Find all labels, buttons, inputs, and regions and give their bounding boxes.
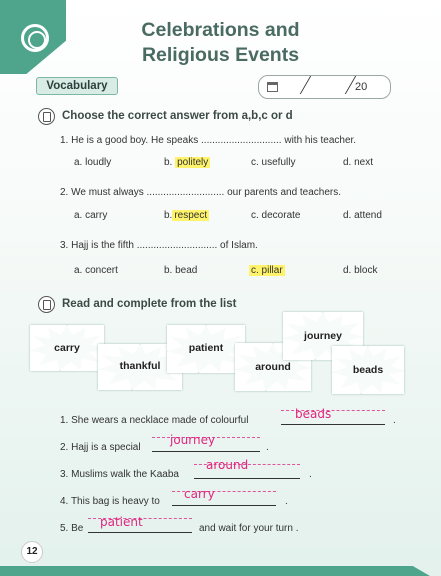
q1-option-d[interactable]: d. next (343, 157, 374, 168)
blank-4[interactable] (172, 505, 276, 506)
blank-1[interactable] (281, 424, 385, 425)
title-line-2: Religious Events (141, 44, 300, 66)
sentence-1-after: . (393, 415, 396, 426)
q2-correct-highlight: respect (174, 210, 208, 221)
sentence-3-after: . (309, 469, 312, 480)
sentence-5-after: and wait for your turn . (199, 523, 299, 534)
question-2: 2. We must always ............................ our parents and teachers. (60, 187, 342, 198)
question-3: 3. Hajj is the fifth ............................. of Islam. (60, 240, 258, 251)
page-title (0, 18, 441, 68)
q2-option-b-text: b. (164, 210, 173, 221)
q1-option-a[interactable]: a. loudly (74, 157, 112, 168)
blank-2[interactable] (152, 451, 260, 452)
q2-option-d[interactable]: d. attend (343, 210, 382, 221)
q3-option-b[interactable]: b. bead (164, 265, 198, 276)
question-1: 1. He is a good boy. He speaks ............................. with his teacher. (60, 135, 357, 146)
word-patient: patient (188, 342, 224, 354)
sentence-2-after: . (266, 442, 269, 453)
sentence-3-before: 3. Muslims walk the Kaaba (60, 469, 179, 480)
answer-5: patient (100, 515, 143, 529)
vocabulary-label: Vocabulary (36, 77, 118, 95)
title-line-1: Celebrations and (141, 19, 300, 41)
answer-2: journey (170, 433, 216, 447)
reading-icon (38, 296, 55, 313)
sentence-4-before: 4. This bag is heavy to (60, 496, 160, 507)
blank-5[interactable] (88, 532, 192, 533)
sentence-5-before: 5. Be (60, 523, 84, 534)
answer-4: carry (184, 487, 215, 501)
section1-heading: Choose the correct answer from a,b,c or d (62, 110, 293, 122)
q2-option-b[interactable] (164, 210, 209, 221)
q3-option-d[interactable]: d. block (343, 265, 378, 276)
q3-option-a[interactable]: a. concert (74, 265, 118, 276)
q2-option-c[interactable]: c. decorate (251, 210, 301, 221)
word-bank-star (332, 346, 404, 394)
sentence-2-before: 2. Hajj is a special (60, 442, 141, 453)
book-icon (38, 108, 55, 125)
q1-option-b[interactable] (164, 157, 210, 168)
sentence-4-after: . (285, 496, 288, 507)
score-total: 20 (355, 81, 368, 93)
calendar-icon (267, 82, 278, 92)
q1-option-c[interactable]: c. usefully (251, 157, 296, 168)
word-bank-star (30, 325, 104, 371)
q1-correct-highlight: politely (177, 157, 209, 168)
word-carry: carry (54, 342, 80, 354)
q3-correct-highlight: c. pillar (251, 265, 283, 276)
page-number: 12 (21, 541, 43, 563)
sentence-1-before: 1. She wears a necklace made of colourful (60, 415, 249, 426)
word-beads: beads (352, 364, 384, 376)
section2-heading: Read and complete from the list (62, 298, 237, 310)
footer-bar (0, 566, 430, 576)
q3-option-c[interactable] (249, 265, 285, 276)
answer-3: around (206, 458, 249, 472)
word-thankful: thankful (119, 360, 161, 372)
blank-3[interactable] (194, 478, 300, 479)
word-around: around (255, 361, 291, 373)
q1-option-b-text: b. (164, 157, 176, 168)
word-bank-star (167, 325, 245, 373)
word-journey: journey (304, 330, 342, 342)
q2-option-a[interactable]: a. carry (74, 210, 108, 221)
answer-1: beads (295, 407, 332, 421)
